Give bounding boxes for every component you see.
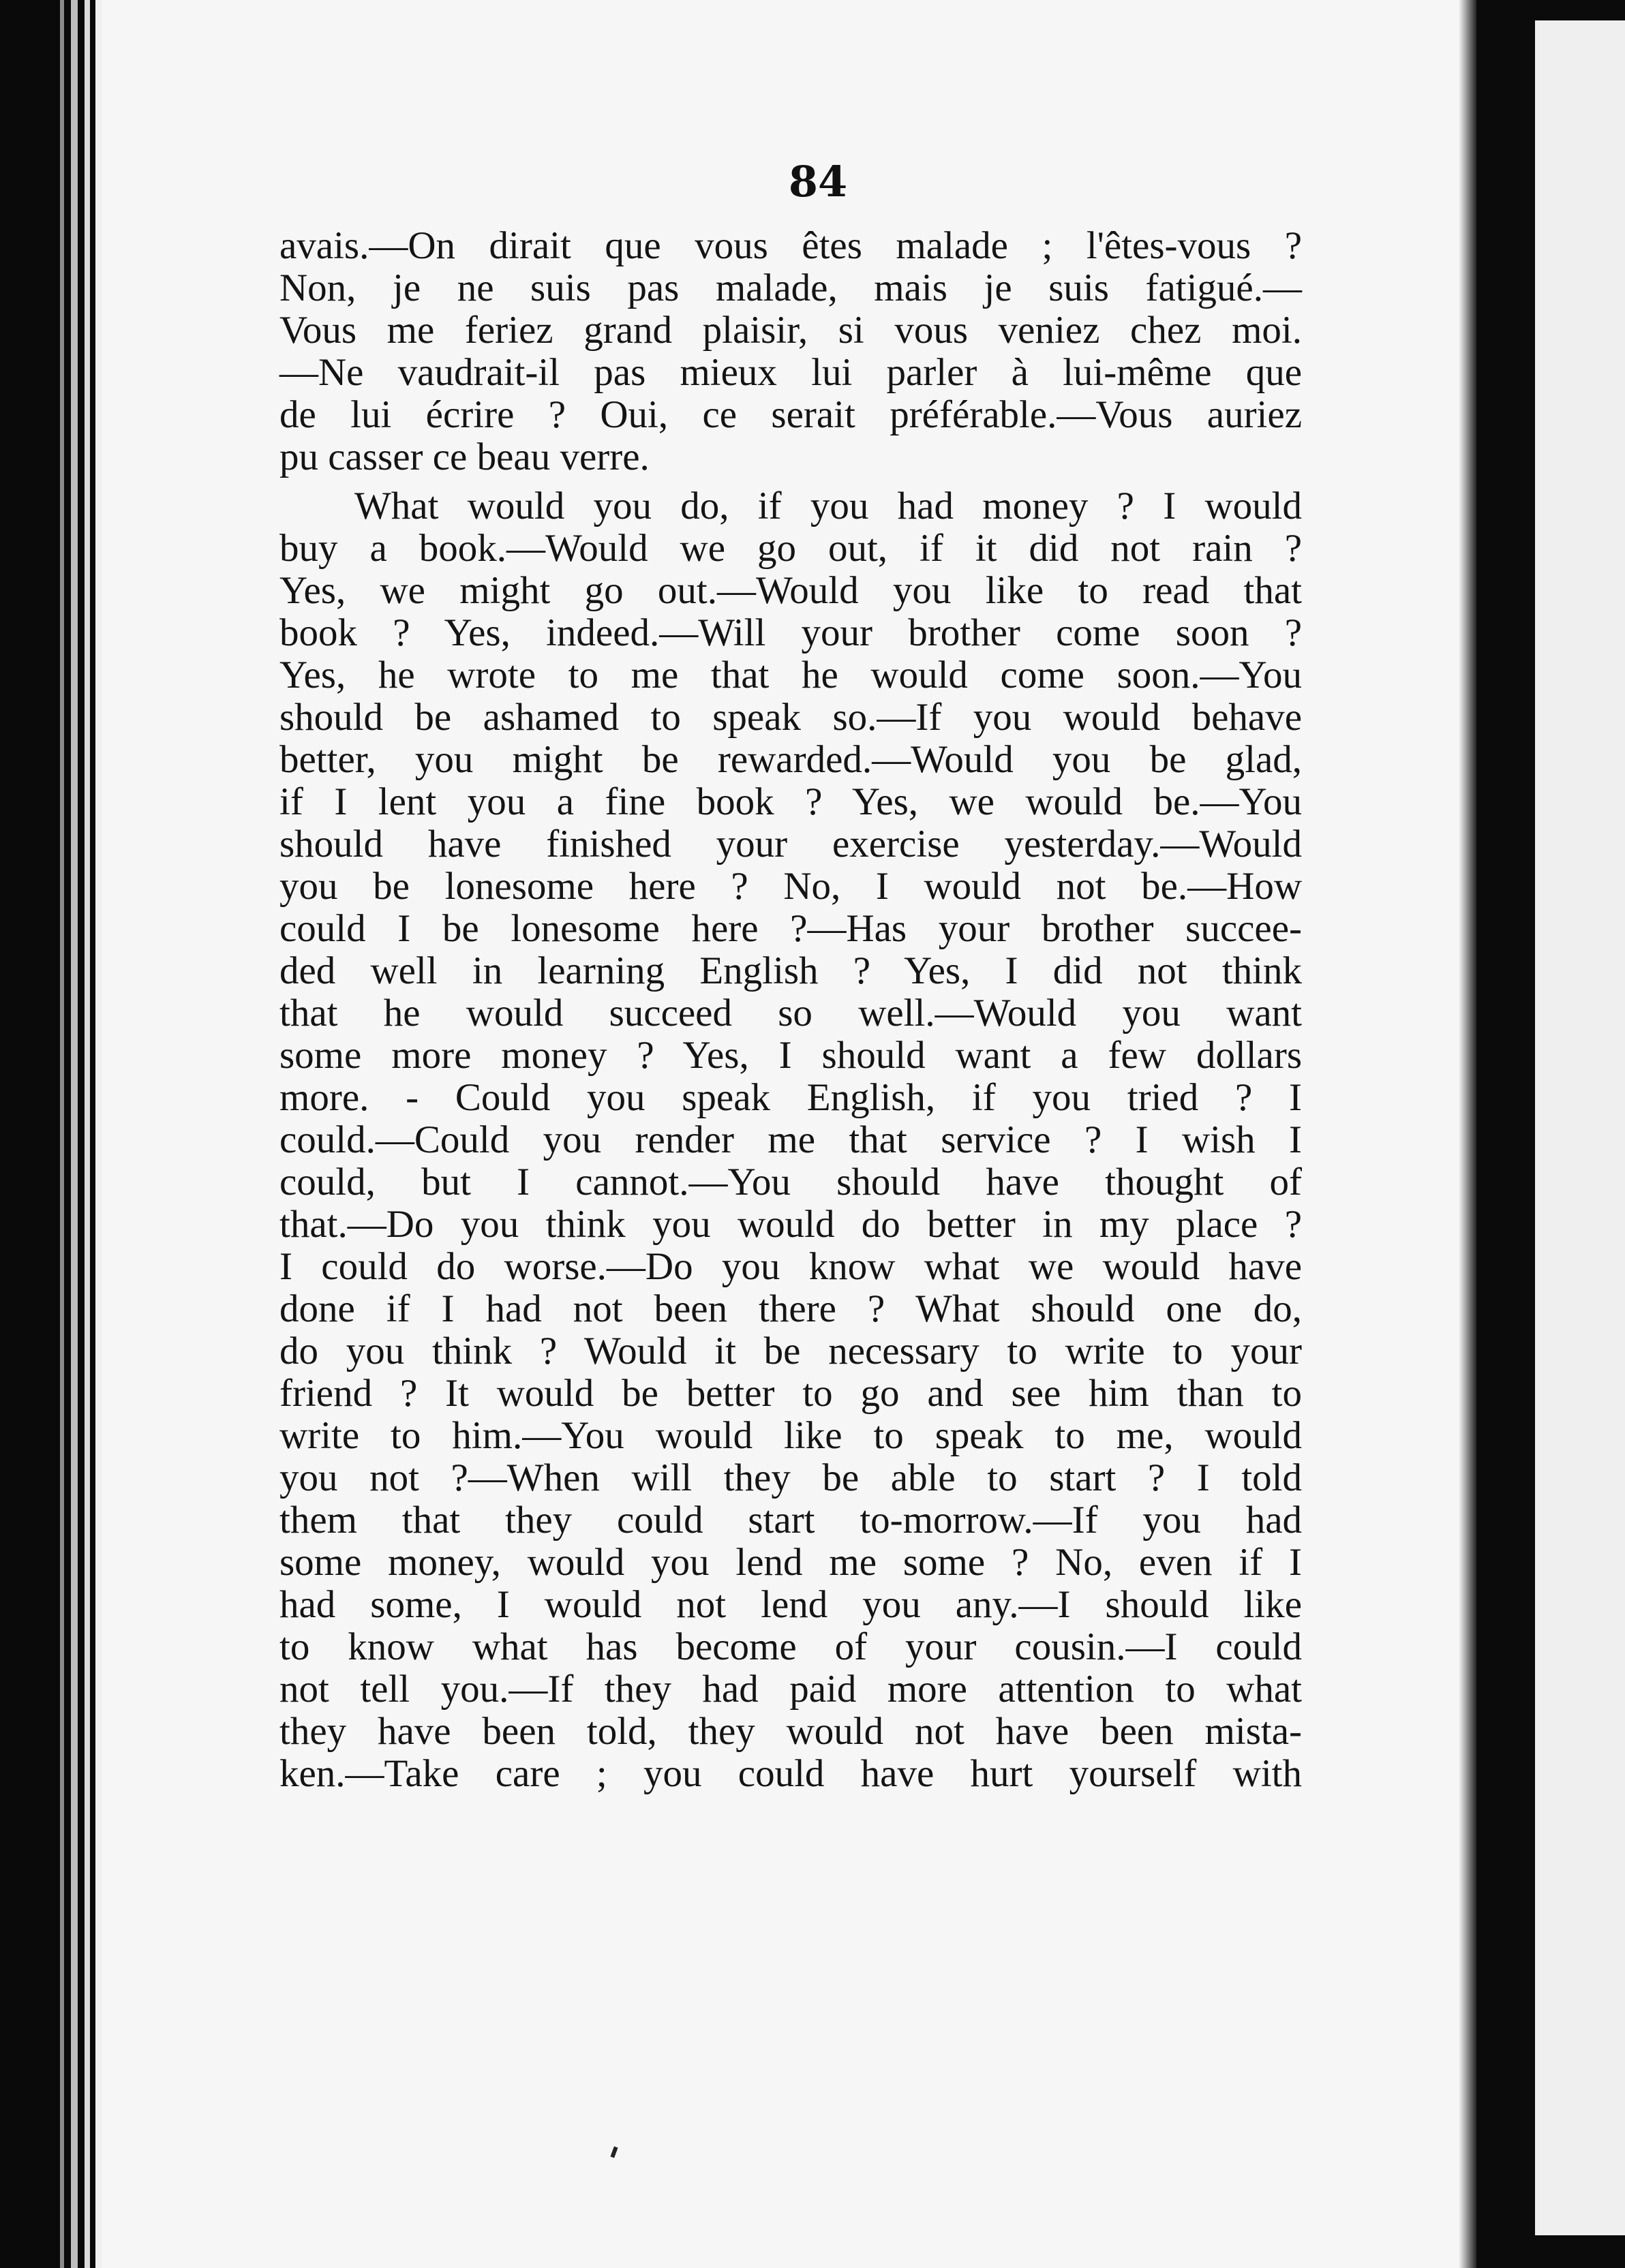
page-gutter-shadow: [1459, 0, 1476, 2268]
text-line: not tell you.—If they had paid more attention to what: [279, 1668, 1302, 1711]
text-line: some more money ? Yes, I should want a few dollars: [279, 1034, 1302, 1077]
page-number: 84: [788, 157, 848, 206]
text-line: could I be lonesome here ?—Has your brother succee-: [279, 907, 1302, 950]
page-edge-line: [85, 0, 90, 2268]
text-line: Non, je ne suis pas malade, mais je suis fatigué.—: [279, 266, 1302, 309]
text-line: Yes, we might go out.—Would you like to read that: [279, 569, 1302, 612]
text-line: write to him.—You would like to speak to me, would: [279, 1414, 1302, 1457]
text-line: ken.—Take care ; you could have hurt yourself with: [279, 1752, 1302, 1795]
text-line: avais.—On dirait que vous êtes malade ; l'êtes-vous ?: [279, 224, 1302, 267]
text-line: that.—Do you think you would do better in my place ?: [279, 1203, 1302, 1246]
text-line: they have been told, they would not have been mista-: [279, 1710, 1302, 1753]
facing-page-edge: [1535, 20, 1625, 2235]
text-line: that he would succeed so well.—Would you want: [279, 992, 1302, 1035]
text-line: de lui écrire ? Oui, ce serait préférable.—Vous auriez: [279, 393, 1302, 436]
text-line: if I lent you a fine book ? Yes, we would be.—You: [279, 780, 1302, 823]
text-line: ded well in learning English ? Yes, I did not think: [279, 949, 1302, 992]
text-line: What would you do, if you had money ? I would: [354, 485, 1302, 527]
text-line: buy a book.—Would we go out, if it did not rain ?: [279, 527, 1302, 570]
text-line: Vous me feriez grand plaisir, si vous veniez chez moi.: [279, 309, 1302, 352]
text-line: to know what has become of your cousin.—I could: [279, 1625, 1302, 1668]
text-line: you be lonesome here ? No, I would not be.—How: [279, 865, 1302, 908]
text-line: should be ashamed to speak so.—If you would behave: [279, 696, 1302, 739]
page-edge-line: [60, 0, 64, 2268]
text-line: I could do worse.—Do you know what we would have: [279, 1245, 1302, 1288]
text-line: do you think ? Would it be necessary to write to your: [279, 1330, 1302, 1373]
text-line: done if I had not been there ? What should one do,: [279, 1287, 1302, 1330]
text-line: could.—Could you render me that service ? I wish I: [279, 1118, 1302, 1161]
text-line: should have finished your exercise yesterday.—Would: [279, 823, 1302, 865]
text-line: better, you might be rewarded.—Would you be glad,: [279, 738, 1302, 781]
text-line: some money, would you lend me some ? No, even if I: [279, 1541, 1302, 1584]
text-line: you not ?—When will they be able to start ? I told: [279, 1456, 1302, 1499]
text-line: could, but I cannot.—You should have thought of: [279, 1161, 1302, 1204]
book-spine: [0, 0, 102, 2268]
text-line: pu casser ce beau verre.: [279, 435, 650, 478]
text-line: more. - Could you speak English, if you tried ? I: [279, 1076, 1302, 1119]
page-edge-line: [71, 0, 78, 2268]
text-line: friend ? It would be better to go and see him than to: [279, 1372, 1302, 1415]
text-line: Yes, he wrote to me that he would come soon.—You: [279, 654, 1302, 696]
text-line: had some, I would not lend you any.—I should like: [279, 1583, 1302, 1626]
text-line: them that they could start to-morrow.—If you had: [279, 1499, 1302, 1542]
body-text: [279, 225, 1302, 1795]
text-line: book ? Yes, indeed.—Will your brother come soon ?: [279, 611, 1302, 654]
page-edge-line: [95, 0, 102, 2268]
text-line: —Ne vaudrait-il pas mieux lui parler à lui-même que: [279, 351, 1302, 394]
